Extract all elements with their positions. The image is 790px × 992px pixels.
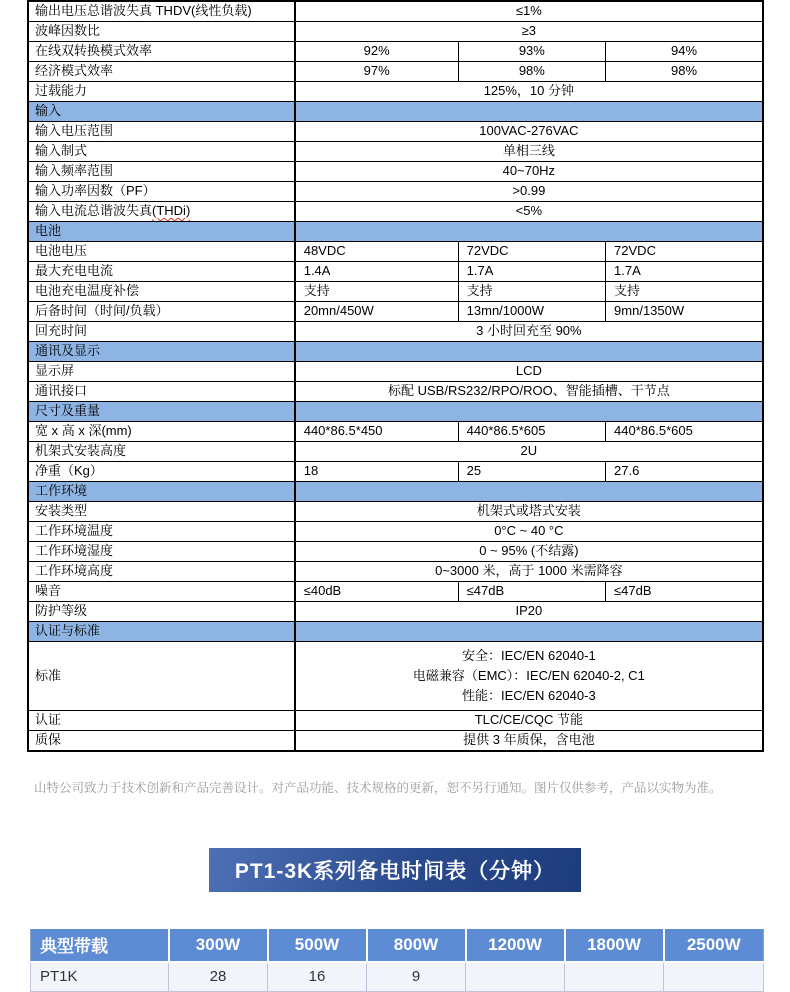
spec-value-cell: 125%，10 分钟	[295, 82, 763, 102]
spec-value-cell: 100VAC-276VAC	[295, 122, 763, 142]
standard-line: 安全：IEC/EN 62040-1	[462, 648, 596, 663]
spec-value-cell: 92%	[295, 42, 458, 62]
section-label-cell: 电池	[28, 222, 295, 242]
spec-value-cell: 支持	[606, 282, 763, 302]
spec-row	[28, 562, 763, 582]
spec-value-cell: 440*86.5*450	[295, 422, 458, 442]
spec-row	[28, 262, 763, 282]
spec-value-cell: 机架式或塔式安装	[295, 502, 763, 522]
spec-row	[28, 82, 763, 102]
spec-value-cell: ≤40dB	[295, 582, 458, 602]
spec-row	[28, 462, 763, 482]
spec-value-cell: TLC/CE/CQC 节能	[295, 711, 763, 731]
spec-row	[28, 542, 763, 562]
spec-label-cell: 输入制式	[28, 142, 295, 162]
section-label-cell: 尺寸及重量	[28, 402, 295, 422]
backup-header-cell: 1800W	[565, 928, 664, 962]
backup-data-cell: PT1K	[31, 962, 169, 992]
spec-label-cell: 在线双转换模式效率	[28, 42, 295, 62]
spec-value-cell: LCD	[295, 362, 763, 382]
section-row	[28, 482, 763, 502]
spec-value-cell: 440*86.5*605	[606, 422, 763, 442]
spec-value-cell: 18	[295, 462, 458, 482]
spec-value-cell: ≤1%	[295, 1, 763, 22]
spec-label-cell: 工作环境温度	[28, 522, 295, 542]
section-fill-cell	[295, 342, 763, 362]
section-fill-cell	[295, 482, 763, 502]
spec-table-body	[28, 1, 763, 751]
spec-row	[28, 382, 763, 402]
spec-label-cell: 净重（Kg）	[28, 462, 295, 482]
spec-label-cell: 电池充电温度补偿	[28, 282, 295, 302]
section-label-cell: 工作环境	[28, 482, 295, 502]
backup-time-title-banner	[209, 848, 581, 892]
section-fill-cell	[295, 622, 763, 642]
spec-label-cell: 安装类型	[28, 502, 295, 522]
spec-value-cell: >0.99	[295, 182, 763, 202]
spec-value-cell	[295, 642, 763, 711]
spec-label-cell: 最大充电电流	[28, 262, 295, 282]
standard-line: 电磁兼容（EMC）：IEC/EN 62040-2, C1	[412, 668, 645, 683]
spec-label-cell: 工作环境湿度	[28, 542, 295, 562]
spec-label-cell: 输出电压总谐波失真 THDV(线性负载)	[28, 1, 295, 22]
backup-data-cell: 28	[169, 962, 268, 992]
backup-header-cell: 500W	[268, 928, 367, 962]
spec-label-cell: 电池电压	[28, 242, 295, 262]
spec-value-cell: 93%	[458, 42, 605, 62]
spec-label-cell: 质保	[28, 731, 295, 752]
spec-value-cell: 单相三线	[295, 142, 763, 162]
spec-label-cell: 显示屏	[28, 362, 295, 382]
spec-value-cell: 40~70Hz	[295, 162, 763, 182]
spec-row	[28, 422, 763, 442]
spec-row	[28, 602, 763, 622]
spec-row	[28, 711, 763, 731]
spec-row	[28, 322, 763, 342]
spec-row	[28, 22, 763, 42]
backup-time-table	[30, 927, 764, 992]
section-fill-cell	[295, 222, 763, 242]
spec-row	[28, 582, 763, 602]
spec-row	[28, 1, 763, 22]
spec-value-cell: 提供 3 年质保，含电池	[295, 731, 763, 752]
backup-data-cell: 9	[367, 962, 466, 992]
section-row	[28, 222, 763, 242]
spec-row	[28, 142, 763, 162]
spec-value-cell: 支持	[295, 282, 458, 302]
spec-label-cell: 输入电流总谐波失真(THDi)	[28, 202, 295, 222]
spec-value-cell: 13mn/1000W	[458, 302, 605, 322]
spec-value-cell: 94%	[606, 42, 763, 62]
standard-line: 性能：IEC/EN 62040-3	[462, 688, 596, 703]
spec-value-cell: 72VDC	[606, 242, 763, 262]
spec-label-cell: 机架式安装高度	[28, 442, 295, 462]
section-row	[28, 622, 763, 642]
spec-value-cell: ≥3	[295, 22, 763, 42]
section-label-cell: 认证与标准	[28, 622, 295, 642]
spec-value-cell: 440*86.5*605	[458, 422, 605, 442]
spec-value-cell: 97%	[295, 62, 458, 82]
spec-value-cell: 72VDC	[458, 242, 605, 262]
spec-label-cell: 认证	[28, 711, 295, 731]
backup-header-cell: 2500W	[664, 928, 764, 962]
spec-row	[28, 122, 763, 142]
spec-label-cell: 输入频率范围	[28, 162, 295, 182]
spec-value-cell: 27.6	[606, 462, 763, 482]
spec-value-cell: ≤47dB	[458, 582, 605, 602]
spec-label-cell: 回充时间	[28, 322, 295, 342]
spec-label-cell: 防护等级	[28, 602, 295, 622]
spec-row	[28, 182, 763, 202]
spec-label-cell: 过载能力	[28, 82, 295, 102]
spec-label-cell: 宽 x 高 x 深(mm)	[28, 422, 295, 442]
backup-data-cell: 16	[268, 962, 367, 992]
banner-title: PT1-3K系列备电时间表（分钟）	[234, 859, 556, 883]
spec-row	[28, 522, 763, 542]
section-label-cell: 输入	[28, 102, 295, 122]
spec-label-cell: 波峰因数比	[28, 22, 295, 42]
spec-value-cell: 48VDC	[295, 242, 458, 262]
backup-header-cell: 1200W	[466, 928, 565, 962]
spec-table	[27, 0, 764, 752]
spec-value-cell: 标配 USB/RS232/RPO/ROO、智能插槽、干节点	[295, 382, 763, 402]
backup-header-cell: 300W	[169, 928, 268, 962]
spec-value-cell: 20mn/450W	[295, 302, 458, 322]
section-row	[28, 102, 763, 122]
backup-header-cell: 典型带载	[31, 928, 169, 962]
spec-row	[28, 162, 763, 182]
spec-label-cell: 后备时间（时间/负载）	[28, 302, 295, 322]
section-fill-cell	[295, 102, 763, 122]
spec-value-cell: 支持	[458, 282, 605, 302]
spec-value-cell: 1.7A	[458, 262, 605, 282]
spec-value-cell: 0 ~ 95% (不结露)	[295, 542, 763, 562]
spec-label-cell: 经济模式效率	[28, 62, 295, 82]
spec-value-cell: 3 小时回充至 90%	[295, 322, 763, 342]
section-label-cell: 通讯及显示	[28, 342, 295, 362]
spec-label-cell: 通讯接口	[28, 382, 295, 402]
backup-header-row	[31, 928, 764, 962]
spec-value-cell: 1.4A	[295, 262, 458, 282]
backup-header-cell: 800W	[367, 928, 466, 962]
spec-row	[28, 642, 763, 711]
disclaimer-text: 山特公司致力于技术创新和产品完善设计。对产品功能、技术规格的更新，恕不另行通知。图片仅供参考，产品以实物为准。	[34, 781, 722, 795]
spec-value-cell: 25	[458, 462, 605, 482]
spec-value-cell: 98%	[606, 62, 763, 82]
spec-label-cell: 输入功率因数（PF）	[28, 182, 295, 202]
spec-value-cell: 1.7A	[606, 262, 763, 282]
section-row	[28, 402, 763, 422]
spec-row	[28, 362, 763, 382]
spec-value-cell: 9mn/1350W	[606, 302, 763, 322]
spec-row	[28, 282, 763, 302]
spec-value-cell: 98%	[458, 62, 605, 82]
spec-row	[28, 202, 763, 222]
spec-label-cell: 输入电压范围	[28, 122, 295, 142]
spec-label-cell: 标准	[28, 642, 295, 711]
spec-row	[28, 442, 763, 462]
backup-table-head	[31, 928, 764, 962]
spellcheck-underline: (THDi)	[152, 203, 191, 219]
spec-value-cell: <5%	[295, 202, 763, 222]
spec-row	[28, 42, 763, 62]
spec-row	[28, 62, 763, 82]
spec-label-cell: 噪音	[28, 582, 295, 602]
spec-row	[28, 502, 763, 522]
spec-value-cell: 0~3000 米，高于 1000 米需降容	[295, 562, 763, 582]
spec-row	[28, 731, 763, 752]
spec-value-cell: 0°C ~ 40 °C	[295, 522, 763, 542]
spec-value-cell: 2U	[295, 442, 763, 462]
spec-value-cell: IP20	[295, 602, 763, 622]
spec-row	[28, 242, 763, 262]
section-row	[28, 342, 763, 362]
section-fill-cell	[295, 402, 763, 422]
spec-value-cell: ≤47dB	[606, 582, 763, 602]
spec-label-cell: 工作环境高度	[28, 562, 295, 582]
spec-row	[28, 302, 763, 322]
